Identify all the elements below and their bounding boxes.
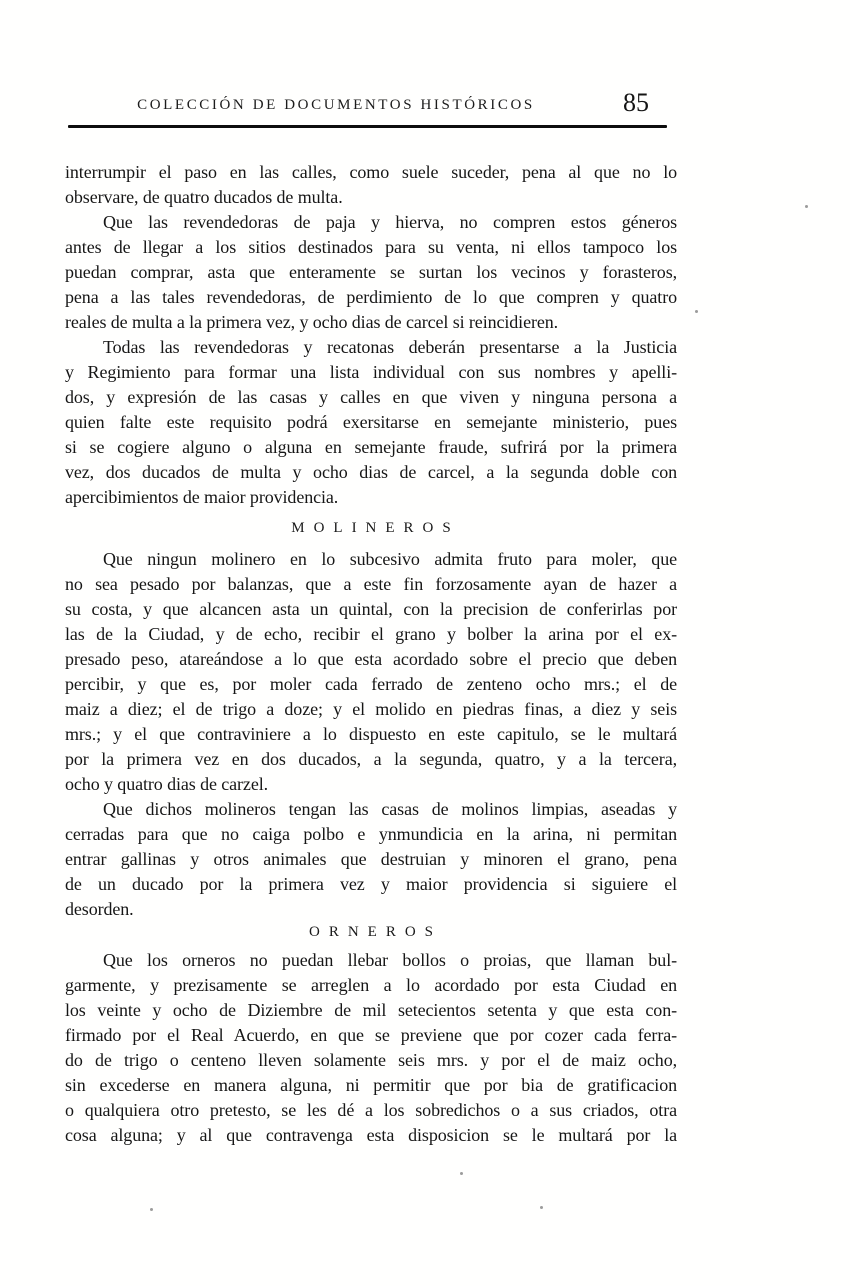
paragraph <box>65 160 677 210</box>
page-number: 85 <box>623 88 649 117</box>
text-line: garmente, y prezisamente se arreglen a lo acordado por esta Ciudad en <box>65 975 677 995</box>
text-line: sin excederse en manera alguna, ni permitir que por bia de gratificacion <box>65 1075 677 1095</box>
text-line: observare, de quatro ducados de multa. <box>65 187 343 207</box>
text-line: no sea pesado por balanzas, que a este fin forzosamente ayan de hazer a <box>65 574 677 594</box>
text-line: dos, y expresión de las casas y calles en que viven y ninguna persona a <box>65 387 677 407</box>
text-line: vez, dos ducados de multa y ocho dias de carcel, a la segunda doble con <box>65 462 677 482</box>
text-line: cerradas para que no caiga polbo e ynmundicia en la arina, ni permitan <box>65 824 677 844</box>
text-line: Que las revendedoras de paja y hierva, no compren estos géneros <box>103 212 677 232</box>
paragraph <box>65 948 677 1148</box>
scan-speck <box>150 1208 153 1211</box>
text-line: apercibimientos de maior providencia. <box>65 487 339 507</box>
document-section <box>65 518 677 922</box>
text-line: Todas las revendedoras y recatonas deberán presentarse a la Justicia <box>103 337 677 357</box>
document-section <box>65 922 677 1148</box>
text-line: ocho y quatro dias de carzel. <box>65 774 269 794</box>
scan-speck <box>460 1172 463 1175</box>
section-heading: ORNEROS <box>308 924 442 940</box>
text-line: pena a las tales revendedoras, de perdimiento de lo que compren y quatro <box>65 287 677 307</box>
running-header-title: COLECCIÓN DE DOCUMENTOS HISTÓRICOS <box>137 97 535 113</box>
text-line: quien falte este requisito podrá exersitarse en semejante ministerio, pues <box>65 412 677 432</box>
text-line: y Regimiento para formar una lista individual con sus nombres y apelli- <box>65 362 677 382</box>
text-line: Que ningun molinero en lo subcesivo admita fruto para moler, que <box>103 549 677 569</box>
text-line: mrs.; y el que contraviniere a lo dispuesto en este capitulo, se le multará <box>65 724 677 744</box>
text-line: maiz a diez; el de trigo a doze; y el molido en piedras finas, a diez y seis <box>65 699 677 719</box>
paragraph <box>65 210 677 335</box>
text-line: de un ducado por la primera vez y maior providencia si siguiere el <box>65 874 677 894</box>
page-body <box>65 160 677 1148</box>
text-line: antes de llegar a los sitios destinados para su venta, ni ellos tampoco los <box>65 237 677 257</box>
scan-speck <box>695 310 698 313</box>
text-line: o qualquiera otro pretesto, se les dé a los sobredichos o a sus criados, otra <box>65 1100 677 1120</box>
text-line: su costa, y que alcancen asta un quintal, con la precision de conferirlas por <box>65 599 677 619</box>
scan-speck <box>540 1206 543 1209</box>
paragraph <box>65 547 677 797</box>
text-line: interrumpir el paso en las calles, como suele suceder, pena al que no lo <box>65 162 677 182</box>
text-line: Que los orneros no puedan llebar bollos o proias, que llaman bul- <box>103 950 677 970</box>
text-line: Que dichos molineros tengan las casas de molinos limpias, aseadas y <box>103 799 677 819</box>
section-heading: MOLINEROS <box>291 520 460 536</box>
text-line: desorden. <box>65 899 134 919</box>
text-line: percibir, y que es, por moler cada ferrado de zenteno ocho mrs.; el de <box>65 674 677 694</box>
text-line: reales de multa a la primera vez, y ocho dias de carcel si reincidieren. <box>65 312 559 332</box>
text-line: los veinte y ocho de Diziembre de mil setecientos setenta y que esta con- <box>65 1000 677 1020</box>
scan-speck <box>805 205 808 208</box>
paragraph <box>65 797 677 922</box>
header-rule <box>68 125 667 128</box>
text-line: si se cogiere alguno o alguna en semejante fraude, sufrirá por la primera <box>65 437 677 457</box>
text-line: entrar gallinas y otros animales que destruian y minoren el grano, pena <box>65 849 677 869</box>
text-line: por la primera vez en dos ducados, a la segunda, quatro, y a la tercera, <box>65 749 677 769</box>
document-section <box>65 160 677 510</box>
text-line: cosa alguna; y al que contravenga esta disposicion se le multará por la <box>65 1125 677 1145</box>
text-line: firmado por el Real Acuerdo, en que se previene que por cozer cada ferra- <box>65 1025 677 1045</box>
text-line: do de trigo o centeno lleven solamente seis mrs. y por el de maiz ocho, <box>65 1050 677 1070</box>
text-line: presado peso, atareándose a lo que esta acordado sobre el precio que deben <box>65 649 677 669</box>
text-line: las de la Ciudad, y de echo, recibir el grano y bolber la arina por el ex- <box>65 624 677 644</box>
paragraph <box>65 335 677 510</box>
text-line: puedan comprar, asta que enteramente se surtan los vecinos y forasteros, <box>65 262 677 282</box>
